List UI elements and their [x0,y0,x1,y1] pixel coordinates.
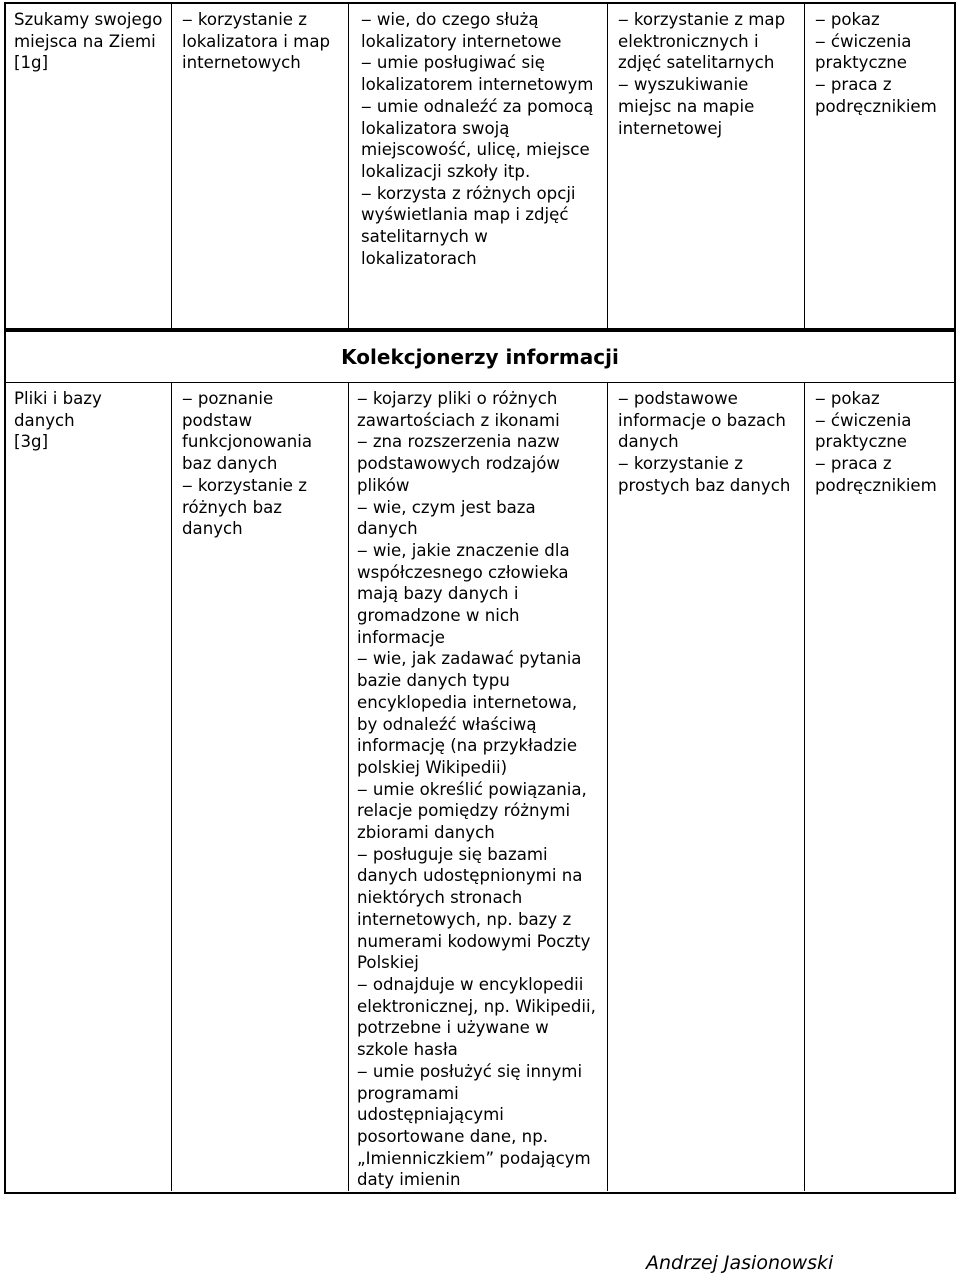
methods-cell: ‒ pokaz ‒ ćwiczenia praktyczne ‒ praca z podręcznikiem [815,10,937,116]
methods-cell: ‒ pokaz ‒ ćwiczenia praktyczne ‒ praca z podręcznikiem [815,389,937,495]
table-row [6,383,954,1191]
achievements-cell: ‒ wie, do czego służą lokalizatory internetowe ‒ umie posługiwać się lokalizatorem internetowym ‒ umie odnaleźć za pomocą lokalizatora swoją miejscowość, ulicę, miejsce lokalizacji szkoły itp. ‒ korzysta z różnych opcji wyświetlania map i zdjęć satelitarnych w lokalizatorach [349,4,608,328]
topic-cell: Pliki i bazy danych [3g] [6,383,172,1191]
author-name: Andrzej Jasionowski [646,1252,834,1274]
table-row [6,4,954,328]
topic-cell: Szukamy swojego miejsca na Ziemi [1g] [6,4,172,328]
table-section-1 [4,2,956,330]
section-title: Kolekcjonerzy informacji [6,332,954,383]
achievements-cell: ‒ kojarzy pliki o różnych zawartościach z ikonami ‒ zna rozszerzenia nazw podstawowych rodzajów plików ‒ wie, czym jest baza danych ‒ wie, jakie znaczenie dla współczesnego człowieka mają bazy danych i gromadzone w nich informacje ‒ wie, jak zadawać pytania bazie danych typu encyklopedia internetowa, by odnaleźć właściwą informację (na przykładzie polskiej Wikipedii) ‒ umie określić powiązania, relacje pomiędzy różnymi zbiorami danych ‒ posługuje się bazami danych udostępnionymi na niektórych stronach internetowych, np. bazy z numerami kodowymi Poczty Polskiej ‒ odnajduje w encyklopedii elektronicznej, np. Wikipedii, potrzebne i używane w szkole hasła ‒ umie posłużyć się innymi programami udostępniającymi posortowane dane, np. „Imienniczkiem” podającym daty imienin [349,383,608,1191]
goals-cell: ‒ poznanie podstaw funkcjonowania baz danych ‒ korzystanie z różnych baz danych [172,383,349,1191]
table-section-2 [4,330,956,1194]
content-cell: ‒ podstawowe informacje o bazach danych ‒ korzystanie z prostych baz danych [608,383,805,1191]
content-cell: ‒ korzystanie z map elektronicznych i zdjęć satelitarnych ‒ wyszukiwanie miejsc na mapie internetowej [608,4,805,328]
goals-cell: ‒ korzystanie z lokalizatora i map internetowych [172,4,349,328]
